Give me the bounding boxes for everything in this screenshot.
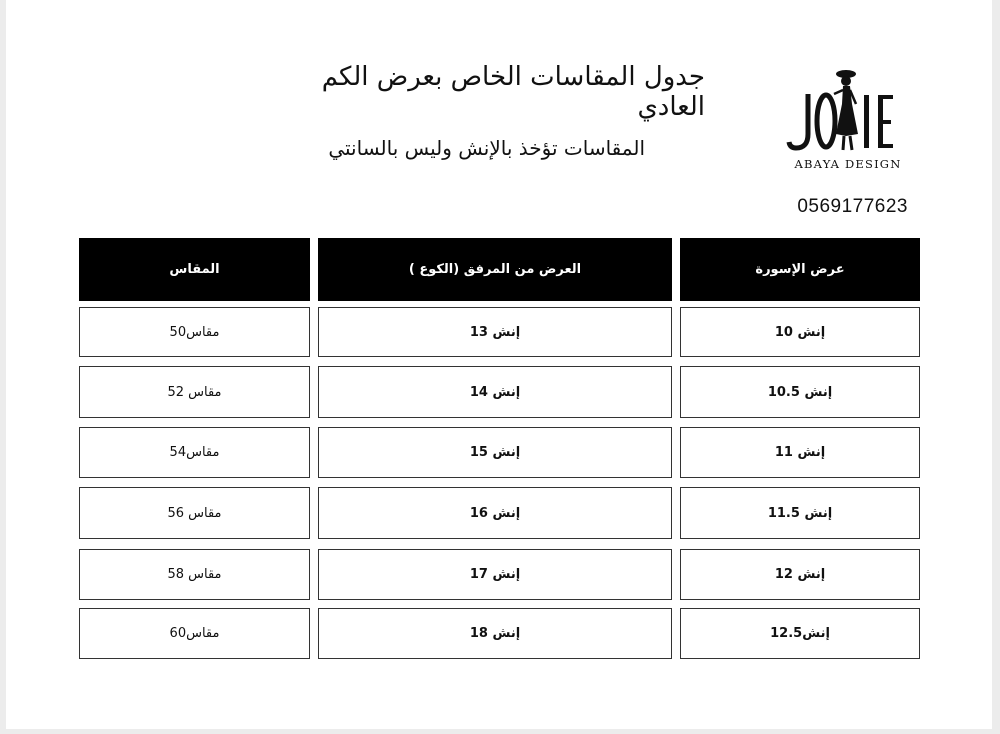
header-bracelet-width: عرض الإسورة [680, 238, 920, 301]
header-elbow-width: العرض من المرفق (الكوع ) [318, 238, 672, 301]
logo-silhouette-icon [834, 70, 858, 150]
table-cell-size: مقاس 56 [79, 487, 310, 539]
table-cell-bracelet: إنش 10.5 [680, 366, 920, 418]
table-cell-size: مقاس50 [79, 307, 310, 357]
table-cell-bracelet: إنش 10 [680, 307, 920, 357]
chart-title: جدول المقاسات الخاص بعرض الكم العادي [321, 62, 705, 122]
table-cell-bracelet: إنش 11.5 [680, 487, 920, 539]
table-cell-bracelet: إنش 11 [680, 427, 920, 478]
table-cell-elbow: إنش 17 [318, 549, 672, 600]
table-cell-size: مقاس 52 [79, 366, 310, 418]
table-cell-elbow: إنش 15 [318, 427, 672, 478]
logo-letter-j [789, 94, 808, 148]
header-size: المقاس [79, 238, 310, 301]
table-cell-size: مقاس54 [79, 427, 310, 478]
table-cell-size: مقاس60 [79, 608, 310, 659]
table-cell-elbow: إنش 13 [318, 307, 672, 357]
logo-letter-o [817, 95, 835, 147]
table-cell-elbow: إنش 14 [318, 366, 672, 418]
table-cell-elbow: إنش 18 [318, 608, 672, 659]
chart-subtitle: المقاسات تؤخذ بالإنش وليس بالسانتي [328, 136, 645, 160]
table-cell-elbow: إنش 16 [318, 487, 672, 539]
phone-number: 0569177623 [797, 196, 908, 217]
logo-letter-i [864, 95, 869, 148]
table-cell-bracelet: إنش 12 [680, 549, 920, 600]
logo-letter-e [878, 95, 893, 148]
brand-logo [786, 64, 911, 174]
table-cell-size: مقاس 58 [79, 549, 310, 600]
table-cell-bracelet: إنش12.5 [680, 608, 920, 659]
brand-tagline: ABAYA DESIGN [794, 157, 902, 171]
